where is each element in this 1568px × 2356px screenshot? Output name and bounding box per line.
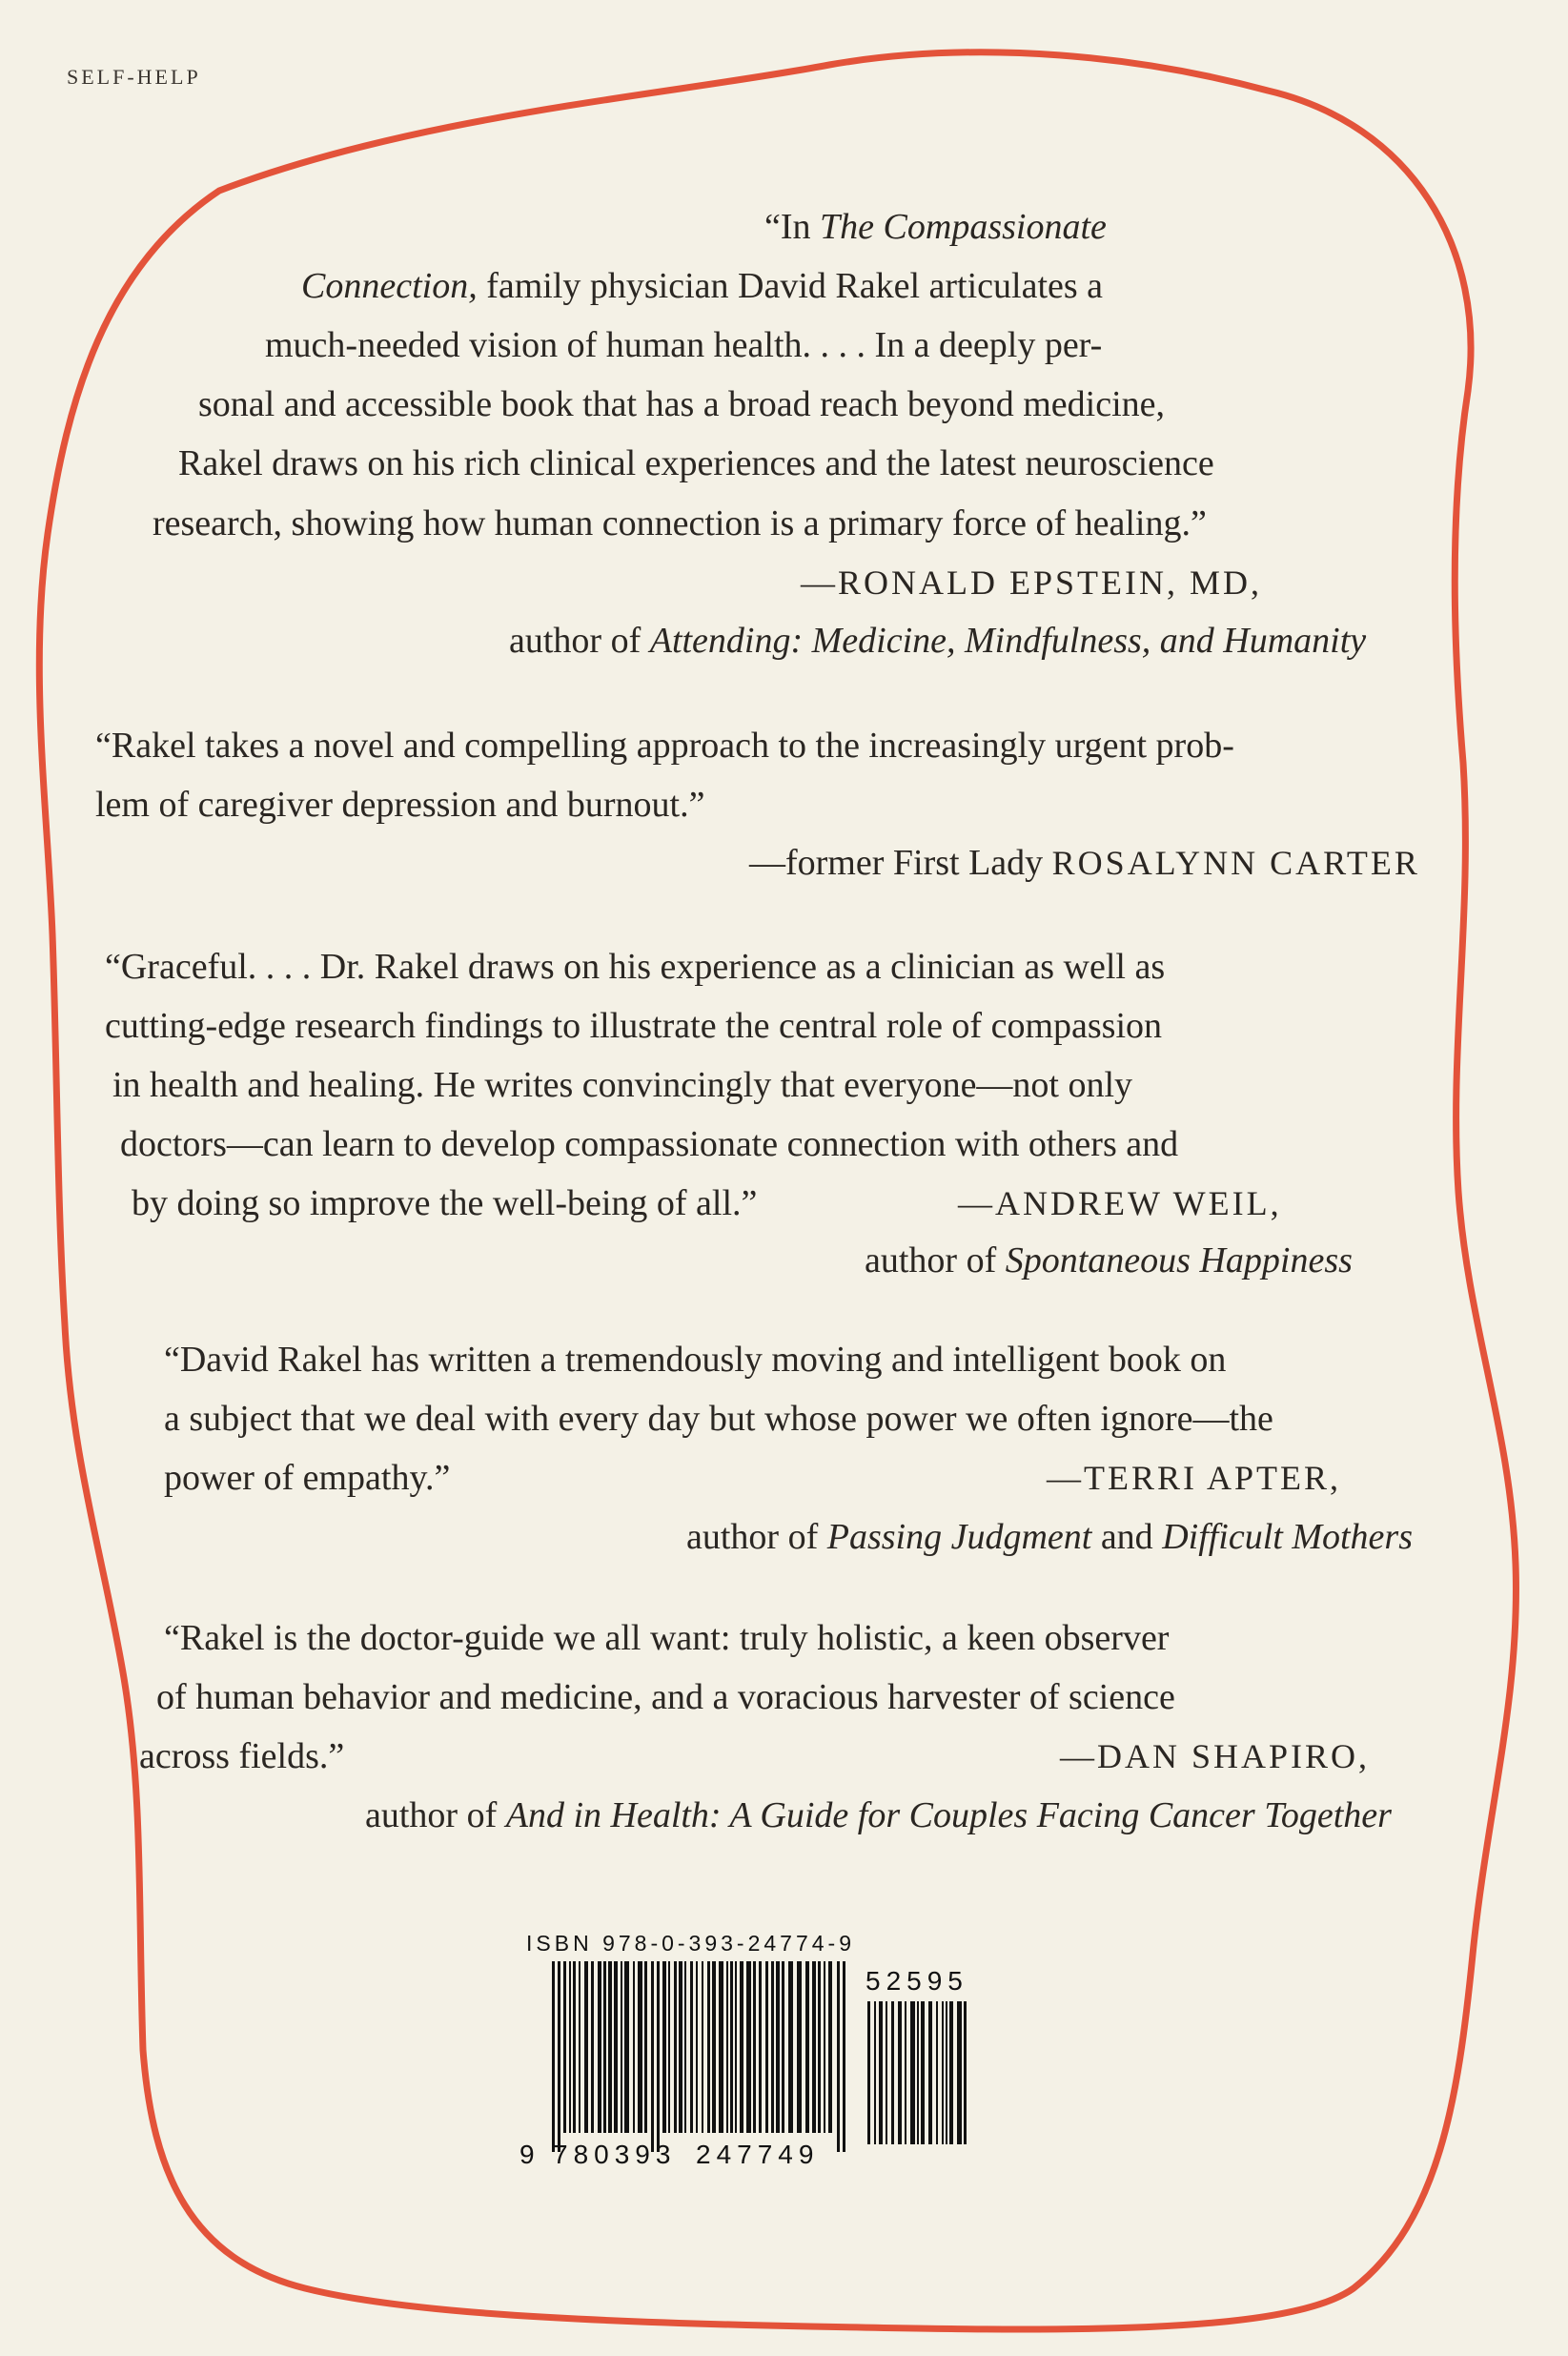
barcode-bar [898, 2001, 902, 2144]
quote-1-line-4: sonal and accessible book that has a broad reach beyond medicine, [198, 384, 1166, 424]
barcode-bar [558, 1961, 560, 2152]
barcode-bar [614, 1961, 618, 2133]
barcode-bar [942, 2001, 944, 2144]
quote-1-book: author of Attending: Medicine, Mindfulness, and Humanity [509, 621, 1367, 661]
quote-4-line-1: “David Rakel has written a tremendously moving and intelligent book on [164, 1340, 1227, 1380]
quote-4-book: author of Passing Judgment and Difficult Mothers [686, 1517, 1413, 1557]
barcode-bar [552, 1961, 555, 2152]
quote-3-line-3: in health and healing. He writes convincingly that everyone—not only [112, 1065, 1133, 1105]
barcode-bar [662, 1961, 666, 2133]
barcode-bar [740, 1961, 743, 2133]
barcode-bar [668, 1961, 670, 2133]
barcode-bar [702, 1961, 703, 2133]
quote-1-line-6: research, showing how human connection is a primary force of healing.” [153, 503, 1207, 543]
barcode-bar [957, 2001, 962, 2144]
barcode-bar [657, 1961, 660, 2152]
category-label: SELF-HELP [67, 65, 201, 89]
barcode-bar [946, 2001, 947, 2144]
quote-5-line-1: “Rakel is the doctor-guide we all want: truly holistic, a keen observer [164, 1618, 1170, 1658]
barcode-bar [867, 2001, 870, 2144]
barcode-bar [621, 1961, 622, 2133]
barcode-bar [746, 1961, 751, 2133]
barcode-bar [921, 2001, 925, 2144]
barcode-bar [638, 1961, 642, 2133]
quote-1-attribution: —RONALD EPSTEIN, MD, [801, 563, 1263, 602]
quote-1-line-2: Connection, family physician David Rakel articulates a [301, 266, 1104, 306]
barcode-bar [624, 1961, 629, 2133]
barcode-bar [644, 1961, 647, 2133]
quote-2-line-1: “Rakel takes a novel and compelling approach to the increasingly urgent prob- [95, 726, 1234, 766]
barcode-bar [891, 2001, 894, 2144]
barcode-bar [964, 2001, 967, 2144]
quote-5-book: author of And in Health: A Guide for Couples Facing Cancer Together [365, 1795, 1392, 1835]
barcode-bar [563, 1961, 566, 2133]
quote-5-attribution: —DAN SHAPIRO, [1060, 1737, 1371, 1775]
quote-1-line-5: Rakel draws on his rich clinical experiences and the latest neuroscience [178, 443, 1214, 483]
quote-2-attribution: —former First Lady ROSALYNN CARTER [749, 843, 1420, 883]
barcode-bar [579, 1961, 580, 2133]
barcode-bar [837, 1961, 840, 2152]
barcode-bar [584, 1961, 588, 2133]
barcode-bar [782, 1961, 784, 2133]
barcode-bar [696, 1961, 698, 2133]
quote-3-line-5: by doing so improve the well-being of all.” [132, 1183, 758, 1223]
quote-5-line-3: across fields.” [139, 1736, 345, 1776]
quote-5-line-2: of human behavior and medicine, and a voracious harvester of science [156, 1677, 1175, 1717]
barcode-bar [771, 1961, 774, 2133]
quote-1-line-3: much-needed vision of human health. . . . In a deeply per- [265, 325, 1103, 365]
barcode-bar [886, 2001, 887, 2144]
barcode-bar [910, 2001, 915, 2144]
barcode-right-digits: 247749 [696, 2140, 820, 2169]
quote-3-line-4: doctors—can learn to develop compassionate connection with others and [120, 1124, 1179, 1164]
quote-3-line-2: cutting-edge research findings to illustrate the central role of compassion [105, 1006, 1163, 1046]
price-code-digits: 52595 [865, 1966, 968, 1996]
barcode-bar [905, 2001, 906, 2144]
quote-3-attribution: —ANDREW WEIL, [958, 1184, 1282, 1222]
quote-4-line-2: a subject that we deal with every day but whose power we often ignore—the [164, 1399, 1273, 1439]
quote-1-line-1: “In The Compassionate [764, 207, 1107, 247]
barcode-bar [598, 1961, 601, 2133]
barcode-bar [730, 1961, 733, 2133]
quote-3-line-1: “Graceful. . . . Dr. Rakel draws on his experience as a clinician as well as [105, 947, 1166, 987]
barcode-bar [843, 1961, 845, 2152]
barcode-bar [707, 1961, 710, 2133]
barcode-bar [824, 1961, 825, 2133]
barcode-bar [759, 1961, 762, 2133]
barcode-bar [776, 1961, 780, 2133]
barcode-bar [928, 2001, 932, 2144]
barcode-bar [726, 1961, 728, 2133]
barcode-bar [684, 1961, 686, 2133]
barcode-bar [674, 1961, 677, 2133]
barcode-bar [812, 1961, 816, 2133]
isbn-label: ISBN 978-0-393-24774-9 [526, 1931, 855, 1956]
barcode-bar [712, 1961, 716, 2133]
barcode-bar [949, 2001, 953, 2144]
quote-2-line-2: lem of caregiver depression and burnout.” [95, 785, 705, 825]
barcode-bar [608, 1961, 612, 2133]
barcode-bar [690, 1961, 693, 2133]
barcode-bar [735, 1961, 737, 2133]
barcode-bar [818, 1961, 821, 2133]
barcode-bar [874, 2001, 876, 2144]
barcode-bar [591, 1961, 594, 2133]
barcode-bar [603, 1961, 606, 2133]
barcode-bar [569, 1961, 571, 2133]
barcode-bar [805, 1961, 809, 2133]
barcode-bar [765, 1961, 768, 2133]
barcode-bar [633, 1961, 635, 2133]
barcode-bar [753, 1961, 756, 2133]
barcode-bar [917, 2001, 919, 2144]
barcode-first-digit: 9 [519, 2140, 540, 2169]
barcode-bar [879, 2001, 883, 2144]
barcode-bar [679, 1961, 682, 2133]
barcode-bar [788, 1961, 793, 2133]
barcode-bar [828, 1961, 832, 2133]
quote-3-book: author of Spontaneous Happiness [865, 1240, 1353, 1280]
quote-4-attribution: —TERRI APTER, [1047, 1459, 1342, 1497]
barcode-bar [797, 1961, 802, 2133]
barcode-bar [651, 1961, 654, 2152]
barcode-bar [573, 1961, 576, 2133]
barcode-bar [719, 1961, 723, 2133]
barcode-left-digits: 780393 [553, 2140, 677, 2169]
barcode-bar [936, 2001, 938, 2144]
quote-4-line-3: power of empathy.” [164, 1458, 451, 1498]
